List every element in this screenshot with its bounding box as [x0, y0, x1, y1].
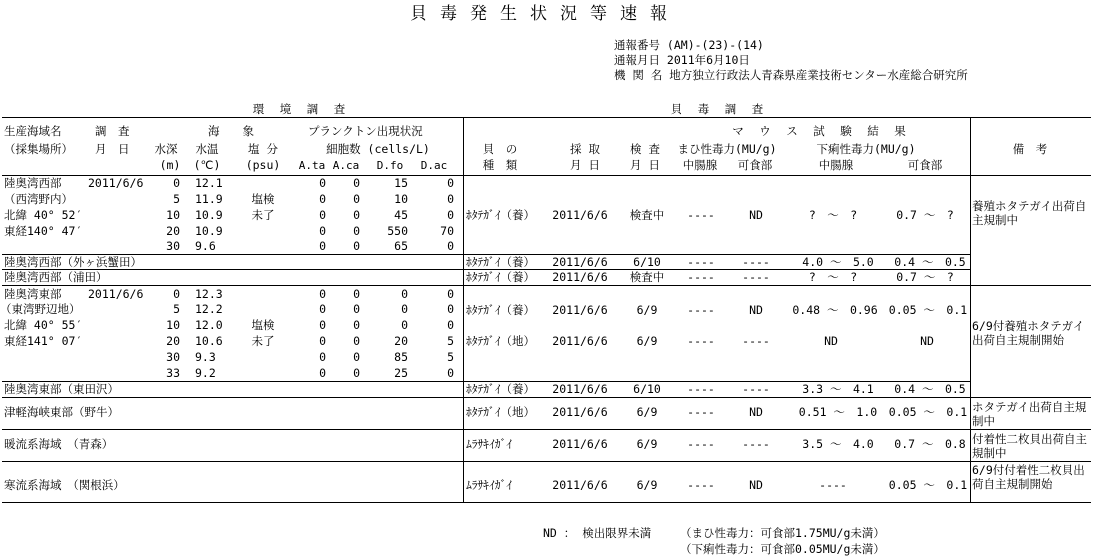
dsp-header: 下痢性毒力(MU/g) [816, 142, 916, 156]
shellfish-species: ﾎﾀﾃｶﾞｲ（養） [466, 255, 535, 269]
temp-value: 12.2 [195, 302, 223, 316]
cell-count: 0 [353, 239, 360, 253]
depth-value: 5 [173, 192, 180, 206]
cell-count: 45 [394, 208, 408, 222]
shell-header: 貝 の [482, 142, 518, 156]
sample-date: 2011/6/6 [552, 382, 608, 396]
sample-date: 2011/6/6 [552, 270, 608, 284]
cell-count: 0 [319, 350, 326, 364]
report-number: 通報番号 (AM)-(23)-(14) [614, 38, 764, 52]
temp-value: 11.9 [195, 192, 223, 206]
temp-value: 12.1 [195, 176, 223, 190]
cell-count: 0 [447, 239, 454, 253]
plankton-header: プランクトン出現状況 [308, 124, 423, 138]
sample-date: 2011/6/6 [552, 405, 608, 419]
cell-count: 0 [353, 176, 360, 190]
psp-edible-header: 可食部 [737, 158, 773, 172]
shell-sub-header: 種 類 [482, 158, 518, 172]
area-header: 生産海域名 [4, 124, 62, 138]
salinity-status: 未了 [251, 334, 275, 348]
psp-midgut: ---- [687, 270, 715, 284]
shellfish-species: ﾎﾀﾃｶﾞｲ（養） [466, 270, 535, 284]
psp-edible: ND [749, 303, 763, 317]
temp-value: 10.9 [195, 208, 223, 222]
cell-count: 0 [447, 287, 454, 301]
row-line [2, 285, 1091, 286]
latitude: 北緯 40° 55′ [4, 318, 83, 332]
area-name: 陸奥湾東部（東田沢） [4, 382, 119, 396]
footnote-nd: ND ： 検出限界未満 [543, 526, 652, 540]
test-date: 6/9 [636, 334, 658, 348]
depth-value: 30 [166, 350, 180, 364]
psp-edible: ---- [742, 270, 770, 284]
dsp-midgut: 3.3 ～ 4.1 [802, 382, 874, 396]
test-date: 検査中 [629, 270, 665, 284]
sample-header: 採 取 [570, 142, 600, 156]
psp-edible: ND [749, 405, 763, 419]
test-date: 6/9 [636, 405, 658, 419]
psp-midgut: ---- [687, 334, 715, 348]
cell-count: 65 [394, 239, 408, 253]
species-aca: A.ca [332, 159, 360, 172]
dsp-midgut: 4.0 ～ 5.0 [802, 255, 874, 269]
test-date: 6/9 [636, 437, 658, 451]
cell-count: 0 [319, 239, 326, 253]
row-line [2, 397, 1091, 398]
remarks-header: 備 考 [1012, 142, 1048, 156]
dsp-edible: 0.7 ～ ? [896, 270, 954, 284]
area-name: 暖流系海域 （青森） [4, 437, 114, 451]
psp-midgut: ---- [687, 478, 715, 492]
psp-edible: ND [749, 208, 763, 222]
test-date: 6/9 [636, 303, 658, 317]
area-name: 陸奥湾東部 [4, 287, 62, 301]
header-bottom-line [2, 175, 1091, 176]
remark: 養殖ホタテガイ出荷自主規制中 [972, 199, 1087, 227]
mouse-test-header: マ ウ ス 試 験 結 果 [732, 124, 908, 138]
depth-value: 33 [166, 366, 180, 380]
cell-count: 0 [353, 224, 360, 238]
sample-date: 2011/6/6 [552, 255, 608, 269]
page-title: 貝毒発生状況等速報 [410, 4, 680, 24]
remark: 6/9付付着性二枚貝出荷自主規制開始 [972, 463, 1085, 491]
sea-header: 海 象 [208, 124, 254, 138]
dsp-edible: 0.05 ～ 0.1 [888, 405, 968, 419]
depth-value: 20 [166, 224, 180, 238]
test-date: 6/9 [636, 478, 658, 492]
psp-edible: ---- [742, 437, 770, 451]
psp-edible: ---- [742, 334, 770, 348]
psp-midgut-header: 中腸腺 [682, 158, 718, 172]
dsp-midgut: ? ～ ? [808, 208, 858, 222]
cell-count: 0 [319, 366, 326, 380]
longitude: 東経141° 07′ [4, 334, 83, 348]
psp-midgut: ---- [687, 303, 715, 317]
psp-midgut: ---- [687, 382, 715, 396]
sample-date: 2011/6/6 [552, 437, 608, 451]
cell-count: 0 [319, 334, 326, 348]
cell-count: 0 [353, 208, 360, 222]
sample-date: 2011/6/6 [552, 334, 608, 348]
cell-count: 0 [353, 287, 360, 301]
cell-count: 10 [394, 192, 408, 206]
depth-value: 30 [166, 239, 180, 253]
survey-date: 2011/6/6 [88, 176, 144, 190]
dsp-edible: 0.7 ～ ? [896, 208, 954, 222]
cell-count: 0 [319, 176, 326, 190]
table-top-line [2, 117, 1091, 118]
area-name: 津軽海峡東部（野牛） [4, 405, 119, 419]
species-dac: D.ac [420, 159, 448, 172]
species-dfo: D.fo [376, 159, 404, 172]
test-header: 検 査 [630, 142, 660, 156]
temp-value: 10.9 [195, 224, 223, 238]
cell-count: 0 [319, 302, 326, 316]
footnote-dsp: （下痢性毒力：可食部0.05MU/g未満） [680, 542, 885, 556]
cell-count: 20 [394, 334, 408, 348]
psp-header: まひ性毒力(MU/g) [677, 142, 777, 156]
cell-count: 0 [447, 208, 454, 222]
temp-value: 9.2 [195, 366, 216, 380]
cell-count: 0 [319, 192, 326, 206]
cell-count: 0 [447, 318, 454, 332]
psp-edible: ---- [742, 382, 770, 396]
psp-midgut: ---- [687, 405, 715, 419]
cell-count: 0 [447, 302, 454, 316]
psp-edible: ND [749, 478, 763, 492]
dsp-midgut: 0.51 ～ 1.0 [798, 405, 878, 419]
cell-count: 0 [353, 302, 360, 316]
cells-header: 細胞数 (cells/L) [326, 142, 430, 156]
cell-count: 0 [401, 287, 408, 301]
survey-header: 調 査 [95, 124, 130, 138]
env-survey-header: 環 境 調 査 [252, 102, 348, 116]
latitude: 北緯 40° 52′ [4, 208, 83, 222]
row-line [2, 429, 1091, 430]
dsp-edible: 0.05 ～ 0.1 [888, 478, 968, 492]
cell-count: 0 [447, 192, 454, 206]
sample-date: 2011/6/6 [552, 303, 608, 317]
dsp-edible: 0.4 ～ 0.5 [894, 382, 966, 396]
sample-sub-header: 月 日 [570, 158, 600, 172]
depth-value: 10 [166, 208, 180, 222]
shellfish-species: ﾑﾗｻｷｲｶﾞｲ [466, 478, 512, 492]
cell-count: 0 [353, 334, 360, 348]
area-name: 陸奥湾西部 [4, 176, 62, 190]
cell-count: 0 [353, 350, 360, 364]
test-sub-header: 月 日 [630, 158, 660, 172]
depth-value: 5 [173, 302, 180, 316]
area-name: 陸奥湾西部（浦田） [4, 270, 108, 284]
survey-date: 2011/6/6 [88, 287, 144, 301]
longitude: 東経140° 47′ [4, 224, 83, 238]
dsp-midgut-header: 中腸腺 [818, 158, 854, 172]
depth-header: 水深 [154, 142, 178, 156]
dsp-midgut: ND [824, 334, 838, 348]
cell-count: 0 [353, 192, 360, 206]
site-name: （東湾野辺地） [0, 302, 81, 316]
area-sub-header: （採集場所） [4, 142, 73, 156]
salinity-status: 未了 [251, 208, 275, 222]
salinity-status: 塩検 [251, 318, 275, 332]
shellfish-species: ﾎﾀﾃｶﾞｲ（養） [466, 208, 535, 222]
cell-count: 0 [447, 366, 454, 380]
shellfish-species: ﾎﾀﾃｶﾞｲ（養） [466, 382, 535, 396]
site-name: （西湾野内） [4, 192, 73, 206]
cell-count: 0 [319, 224, 326, 238]
temp-unit: (℃) [193, 158, 221, 172]
cell-count: 0 [319, 287, 326, 301]
dsp-midgut: 0.48 ～ 0.96 [792, 303, 878, 317]
temp-value: 12.0 [195, 318, 223, 332]
survey-sub-header: 月 日 [95, 142, 130, 156]
shellfish-species: ﾑﾗｻｷｲｶﾞｲ [466, 437, 512, 451]
cell-count: 85 [394, 350, 408, 364]
remark: 6/9付養殖ホタテガイ出荷自主規制開始 [972, 319, 1085, 347]
dsp-midgut: 3.5 ～ 4.0 [802, 437, 874, 451]
toxin-survey-header: 貝 毒 調 査 [670, 102, 766, 116]
remark: ホタテガイ出荷自主規制中 [972, 400, 1087, 428]
cell-count: 70 [440, 224, 454, 238]
depth-unit: (m) [159, 158, 181, 172]
footnote-psp: （まひ性毒力：可食部1.75MU/g未満） [680, 526, 885, 540]
temp-value: 12.3 [195, 287, 223, 301]
sample-date: 2011/6/6 [552, 208, 608, 222]
cell-count: 550 [387, 224, 408, 238]
test-date: 6/10 [633, 382, 661, 396]
depth-value: 0 [173, 287, 180, 301]
dsp-edible: ND [920, 334, 934, 348]
temp-header: 水温 [195, 142, 219, 156]
cell-count: 0 [319, 208, 326, 222]
dsp-edible: 0.4 ～ 0.5 [894, 255, 966, 269]
report-date: 通報月日 2011年6月10日 [614, 53, 750, 67]
dsp-edible: 0.7 ～ 0.8 [894, 437, 966, 451]
cell-count: 5 [447, 350, 454, 364]
temp-value: 10.6 [195, 334, 223, 348]
salt-header: 塩 分 [248, 142, 278, 156]
dsp-edible: 0.05 ～ 0.1 [888, 303, 968, 317]
remark: 付着性二枚貝出荷自主規制中 [972, 432, 1087, 460]
area-name: 寒流系海域 （関根浜） [4, 478, 125, 492]
salinity-status: 塩検 [251, 192, 275, 206]
psp-midgut: ---- [687, 208, 715, 222]
cell-count: 0 [319, 318, 326, 332]
cell-count: 15 [394, 176, 408, 190]
species-ata: A.ta [298, 159, 326, 172]
table-bottom-line [2, 502, 1091, 503]
cell-count: 25 [394, 366, 408, 380]
report-agency: 機 関 名 地方独立行政法人青森県産業技術センター水産総合研究所 [614, 68, 968, 82]
depth-value: 0 [173, 176, 180, 190]
shellfish-species: ﾎﾀﾃｶﾞｲ（養） [466, 303, 535, 317]
cell-count: 5 [447, 334, 454, 348]
cell-count: 0 [353, 318, 360, 332]
psp-edible: ---- [742, 255, 770, 269]
area-name: 陸奥湾西部（外ヶ浜蟹田） [4, 255, 142, 269]
temp-value: 9.3 [195, 350, 216, 364]
psp-midgut: ---- [687, 437, 715, 451]
cell-count: 0 [401, 318, 408, 332]
temp-value: 9.6 [195, 239, 216, 253]
shellfish-species: ﾎﾀﾃｶﾞｲ（地） [466, 334, 535, 348]
dsp-edible-header: 可食部 [907, 158, 943, 172]
cell-count: 0 [353, 366, 360, 380]
test-date: 検査中 [629, 208, 665, 222]
dsp-midgut: ? ～ ? [808, 270, 858, 284]
shellfish-species: ﾎﾀﾃｶﾞｲ（地） [466, 405, 535, 419]
sample-date: 2011/6/6 [552, 478, 608, 492]
cell-count: 0 [401, 302, 408, 316]
dsp-midgut: ---- [819, 478, 847, 492]
salt-unit: (psu) [245, 158, 281, 172]
psp-midgut: ---- [687, 255, 715, 269]
test-date: 6/10 [633, 255, 661, 269]
depth-value: 20 [166, 334, 180, 348]
depth-value: 10 [166, 318, 180, 332]
row-line [2, 461, 1091, 462]
cell-count: 0 [447, 176, 454, 190]
